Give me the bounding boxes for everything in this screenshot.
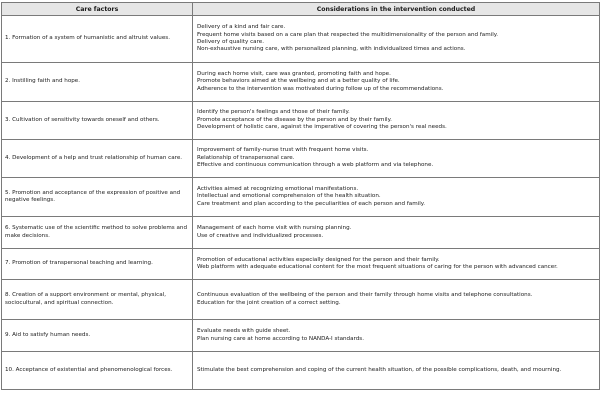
consideration-line: Development of holistic care, against the imperative of covering the person's real needs. xyxy=(197,124,447,131)
consideration-line: Identify the person's feelings and those of their family. xyxy=(197,109,350,116)
considerations-cell xyxy=(193,63,600,102)
table-row xyxy=(2,102,600,140)
consideration-line: Delivery of a kind and fair care. xyxy=(197,24,286,31)
considerations-cell xyxy=(193,217,600,249)
consideration-line: Activities aimed at recognizing emotional manifestations. xyxy=(197,185,359,192)
consideration-line: Improvement of family-nurse trust with frequent home visits. xyxy=(197,147,369,154)
care-factor-cell: 6. Systematic use of the scientific method to solve problems and make decisions. xyxy=(2,217,193,249)
consideration-line: Promote acceptance of the disease by the person and by their family. xyxy=(197,116,392,123)
considerations-cell xyxy=(193,352,600,390)
table-row xyxy=(2,320,600,352)
care-factor-cell: 8. Creation of a support environment or mental, physical, sociocultural, and spiritual connection. xyxy=(2,280,193,320)
header-care-factors: Care factors xyxy=(2,3,193,16)
consideration-line: Relationship of transpersonal care. xyxy=(197,154,295,161)
considerations-cell xyxy=(193,178,600,217)
consideration-line: Adherence to the intervention was motivated during follow up of the recommendations. xyxy=(197,85,444,92)
considerations-cell xyxy=(193,249,600,280)
care-factor-cell: 2. Instilling faith and hope. xyxy=(2,63,193,102)
considerations-cell xyxy=(193,140,600,178)
consideration-line: Evaluate needs with guide sheet. xyxy=(197,328,291,335)
consideration-line: Delivery of quality care. xyxy=(197,39,264,45)
consideration-line: Effective and continuous communication through a web platform and via telephone. xyxy=(197,162,434,169)
header-considerations: Considerations in the intervention conducted xyxy=(193,3,600,16)
care-factor-cell: 10. Acceptance of existential and phenomenological forces. xyxy=(2,352,193,390)
considerations-cell xyxy=(193,102,600,140)
table-row xyxy=(2,217,600,249)
consideration-line: Frequent home visits based on a care plan that respected the multidimensionality of the person and family. xyxy=(197,31,499,38)
consideration-line: Promotion of educational activities especially designed for the person and their family. xyxy=(197,256,440,263)
consideration-line: Web platform with adequate educational content for the most frequent situations of caring for the person with advanced cancer. xyxy=(197,264,558,270)
consideration-line: Education for the joint creation of a correct setting. xyxy=(197,299,341,306)
table-header-row xyxy=(2,3,600,16)
consideration-line: Non-exhaustive nursing care, with personalized planning, with individualized times and actions. xyxy=(197,46,466,53)
considerations-cell xyxy=(193,16,600,63)
table-row xyxy=(2,140,600,178)
consideration-line: Stimulate the best comprehension and coping of the current health situation, of the possible complications, death, and mourning. xyxy=(197,366,562,373)
consideration-line: Intellectual and emotional comprehension of the health situation. xyxy=(197,193,381,200)
care-factors-table xyxy=(1,2,600,390)
consideration-line: During each home visit, care was granted, promoting faith and hope. xyxy=(197,70,391,77)
consideration-line: Continuous evaluation of the wellbeing of the person and their family through home visits and telephone consultations. xyxy=(197,292,533,299)
table-row xyxy=(2,280,600,320)
table-row xyxy=(2,63,600,102)
care-factor-cell: 4. Development of a help and trust relationship of human care. xyxy=(2,140,193,178)
table-row xyxy=(2,352,600,390)
care-factor-cell: 5. Promotion and acceptance of the expression of positive and negative feelings. xyxy=(2,178,193,217)
table-row xyxy=(2,178,600,217)
table-row xyxy=(2,249,600,280)
consideration-line: Management of each home visit with nursing planning. xyxy=(197,225,352,232)
considerations-cell xyxy=(193,320,600,352)
care-factor-cell: 3. Cultivation of sensitivity towards oneself and others. xyxy=(2,102,193,140)
care-factor-cell: 7. Promotion of transpersonal teaching and learning. xyxy=(2,249,193,280)
care-factor-cell: 9. Aid to satisfy human needs. xyxy=(2,320,193,352)
considerations-cell xyxy=(193,280,600,320)
consideration-line: Use of creative and individualized processes. xyxy=(197,232,324,239)
consideration-line: Care treatment and plan according to the peculiarities of each person and family. xyxy=(197,200,426,207)
consideration-line: Promote behaviors aimed at the wellbeing and at a better quality of life. xyxy=(197,78,400,85)
table-row xyxy=(2,16,600,63)
consideration-line: Plan nursing care at home according to NANDA-I standards. xyxy=(197,335,364,342)
care-factor-cell: 1. Formation of a system of humanistic and altruist values. xyxy=(2,16,193,63)
